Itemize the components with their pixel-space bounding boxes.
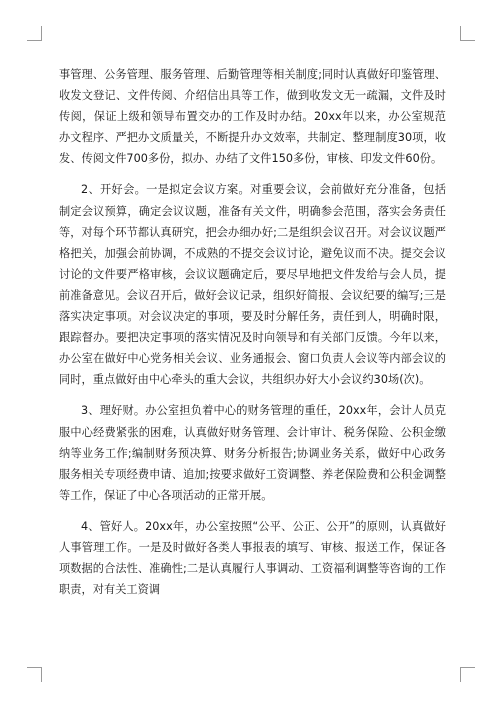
crop-mark-bottom-right xyxy=(460,667,475,682)
crop-mark-top-right xyxy=(460,26,475,41)
paragraph-spacer xyxy=(59,506,446,516)
crop-mark-top-left xyxy=(27,26,42,41)
document-body xyxy=(59,64,446,600)
paragraph-personnel: 4、管好人。20xx年，办公室按照“公平、公正、公开”的原则，认真做好人事管理工作。一是及时做好各类人事报表的填写、审核、报送工作，保证各项数据的合法性、准确性;二是认真履行人事调动、工资福利调整等咨询的工作职责，对有关工资调 xyxy=(59,519,446,597)
paragraph-meetings: 2、开好会。一是拟定会议方案。对重要会议，会前做好充分准备，包括制定会议预算，确定会议议题，准备有关文件，明确参会范围，落实会务责任等，对每个环节都认真研究，把会办细办好;二是组织会议召开。对会议议题严格把关，加强会前协调，不成熟的不提交会议讨论，避免议而不决。提交会议讨论的文件要严格审核，会议议题确定后，要尽早地把文件发给与会人员，提前准备意见。会议召开后，做好会议记录，组织好简报、会议纪要的编写;三是落实决定事项。对会议决定的事项，要及时分解任务，责任到人，明确时限，跟踪督办。要把决定事项的落实情况及时向领导和有关部门反馈。今年以来，办公室在做好中心党务相关会议、业务通报会、窗口负责人会议等内部会议的同时，重点做好由中心牵头的重大会议，共组织办好大小会议约30场(次)。 xyxy=(59,183,446,387)
paragraph-spacer xyxy=(59,390,446,400)
paragraph-continued: 事管理、公务管理、服务管理、后勤管理等相关制度;同时认真做好印鉴管理、收发文登记、文件传阅、介绍信出具等工作，做到收发文无一疏漏，文件及时传阅，保证上级和领导布置交办的工作及时办结。20xx年以来，办公室规范办文程序、严把办文质量关，不断提升办文效率，共制定、整理制度30项，收发、传阅文件700多份，拟办、办结了文件150多份，审核、印发文件60份。 xyxy=(59,68,446,166)
crop-mark-bottom-left xyxy=(27,667,42,682)
paragraph-finance: 3、理好财。办公室担负着中心的财务管理的重任，20xx年，会计人员克服中心经费紧张的困难，认真做好财务管理、会计审计、税务保险、公积金缴纳等业务工作;编制财务预决算、财务分析报告;协调业务关系，做好中心政务服务相关专项经费申请、追加;按要求做好工资调整、养老保险费和公积金调整等工作，保证了中心各项活动的正常开展。 xyxy=(59,404,446,502)
paragraph-spacer xyxy=(59,169,446,179)
